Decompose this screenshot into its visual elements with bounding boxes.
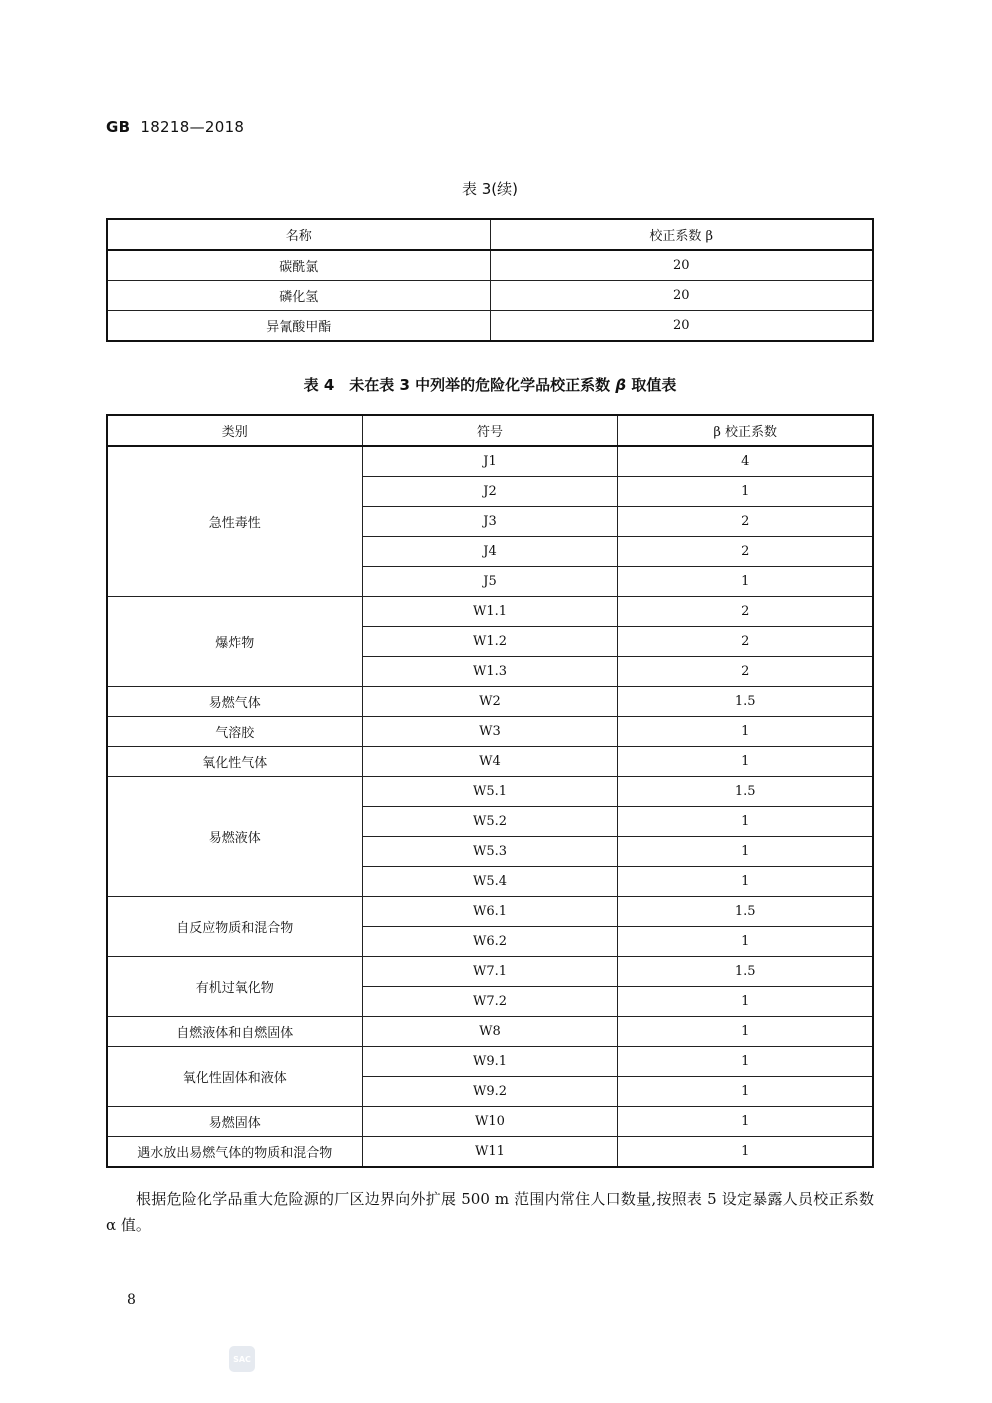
- table4-cell-category: 自反应物质和混合物: [107, 897, 362, 957]
- table4-cell-symbol: W9.2: [362, 1077, 618, 1107]
- table4-cell-beta: 1: [618, 477, 873, 507]
- table3-caption: 表 3(续): [461, 180, 519, 198]
- table4-caption: [106, 374, 874, 395]
- standard-code: GB: [106, 118, 131, 136]
- table4-cell-symbol: W6.2: [362, 927, 618, 957]
- table-row: [107, 1047, 873, 1077]
- table4-cell-beta: 1: [618, 837, 873, 867]
- table4-cell-beta: 4: [618, 446, 873, 477]
- table4-cell-beta: 1: [618, 1017, 873, 1047]
- table4-cell-symbol: W7.1: [362, 957, 618, 987]
- table4-cell-beta: 2: [618, 657, 873, 687]
- table-row: [107, 957, 873, 987]
- table4-body: [107, 446, 873, 1167]
- standard-number: 18218—2018: [140, 118, 245, 136]
- document-header: [106, 118, 244, 136]
- table3-header-name: 名称: [107, 219, 490, 250]
- table4-cell-symbol: J5: [362, 567, 618, 597]
- table4-cell-category: 易燃气体: [107, 687, 362, 717]
- table3-cell-beta: 20: [490, 281, 873, 311]
- table4-cell-beta: 1: [618, 927, 873, 957]
- table4-cell-category: 急性毒性: [107, 446, 362, 597]
- table4-cell-symbol: J4: [362, 537, 618, 567]
- table4-caption-beta: β: [615, 376, 627, 394]
- table4-cell-beta: 2: [618, 627, 873, 657]
- table4-cell-beta: 1.5: [618, 897, 873, 927]
- sac-logo-icon: SAC: [229, 1346, 255, 1372]
- table4-cell-symbol: W1.3: [362, 657, 618, 687]
- table4-cell-symbol: W1.2: [362, 627, 618, 657]
- table-row: [107, 311, 873, 342]
- table-row: [107, 446, 873, 477]
- table4-cell-beta: 1: [618, 1047, 873, 1077]
- table4-cell-symbol: W9.1: [362, 1047, 618, 1077]
- table4-header-category: 类别: [107, 415, 362, 446]
- table4-cell-category: 爆炸物: [107, 597, 362, 687]
- table-row: [107, 687, 873, 717]
- table4-cell-category: 有机过氧化物: [107, 957, 362, 1017]
- table4-cell-symbol: W5.4: [362, 867, 618, 897]
- table4-cell-category: 氧化性固体和液体: [107, 1047, 362, 1107]
- table4-cell-category: 遇水放出易燃气体的物质和混合物: [107, 1137, 362, 1168]
- table3-header-beta: 校正系数 β: [490, 219, 873, 250]
- table4-cell-category: 氧化性气体: [107, 747, 362, 777]
- table4-header-symbol: 符号: [362, 415, 618, 446]
- table4-cell-beta: 1.5: [618, 777, 873, 807]
- table4-cell-beta: 1.5: [618, 957, 873, 987]
- table4-cell-beta: 1: [618, 747, 873, 777]
- table-row: [107, 281, 873, 311]
- table4-cell-symbol: W5.3: [362, 837, 618, 867]
- table-row: [107, 1017, 873, 1047]
- table-row: [107, 1107, 873, 1137]
- table4-cell-category: 气溶胶: [107, 717, 362, 747]
- table4-cell-beta: 1: [618, 1137, 873, 1168]
- table4-cell-symbol: W5.2: [362, 807, 618, 837]
- table4-cell-beta: 1: [618, 867, 873, 897]
- table4-caption-suffix: 取值表: [631, 376, 677, 394]
- table4-cell-beta: 2: [618, 507, 873, 537]
- table4-cell-beta: 1: [618, 717, 873, 747]
- body-paragraph: 根据危险化学品重大危险源的厂区边界向外扩展 500 m 范围内常住人口数量,按照表 5 设定暴露人员校正系数 α 值。: [106, 1190, 874, 1234]
- table3-cell-name: 异氰酸甲酯: [107, 311, 490, 342]
- table4-cell-beta: 1: [618, 1077, 873, 1107]
- table3-cell-beta: 20: [490, 311, 873, 342]
- table4-cell-beta: 1.5: [618, 687, 873, 717]
- table4-cell-symbol: W10: [362, 1107, 618, 1137]
- table4-cell-symbol: W7.2: [362, 987, 618, 1017]
- table-row: [107, 717, 873, 747]
- table4-header-beta: β 校正系数: [618, 415, 873, 446]
- page-number: 8: [127, 1292, 136, 1308]
- table3-cell-beta: 20: [490, 250, 873, 281]
- table4-cell-symbol: J1: [362, 446, 618, 477]
- table4-cell-symbol: W8: [362, 1017, 618, 1047]
- table3-cell-name: 碳酰氯: [107, 250, 490, 281]
- table4-cell-beta: 1: [618, 987, 873, 1017]
- table4-cell-symbol: W3: [362, 717, 618, 747]
- table4-cell-symbol: W5.1: [362, 777, 618, 807]
- table-row: [107, 897, 873, 927]
- table-row: [107, 1137, 873, 1168]
- table4-cell-symbol: W11: [362, 1137, 618, 1168]
- table4-cell-beta: 1: [618, 1107, 873, 1137]
- table4-cell-symbol: W2: [362, 687, 618, 717]
- table4-cell-symbol: J2: [362, 477, 618, 507]
- table-row: [107, 777, 873, 807]
- table4-cell-category: 自燃液体和自燃固体: [107, 1017, 362, 1047]
- table-row: [107, 747, 873, 777]
- table4-caption-prefix: 表 4 未在表 3 中列举的危险化学品校正系数: [303, 376, 611, 394]
- table3: [106, 218, 874, 342]
- table4: [106, 414, 874, 1168]
- table4-cell-beta: 2: [618, 597, 873, 627]
- table-row: [107, 597, 873, 627]
- table-row: [107, 250, 873, 281]
- table4-cell-beta: 2: [618, 537, 873, 567]
- table3-cell-name: 磷化氢: [107, 281, 490, 311]
- table4-cell-symbol: W1.1: [362, 597, 618, 627]
- table4-cell-beta: 1: [618, 567, 873, 597]
- table4-cell-symbol: W6.1: [362, 897, 618, 927]
- table4-cell-category: 易燃固体: [107, 1107, 362, 1137]
- table4-cell-beta: 1: [618, 807, 873, 837]
- table4-cell-category: 易燃液体: [107, 777, 362, 897]
- table4-cell-symbol: W4: [362, 747, 618, 777]
- table4-cell-symbol: J3: [362, 507, 618, 537]
